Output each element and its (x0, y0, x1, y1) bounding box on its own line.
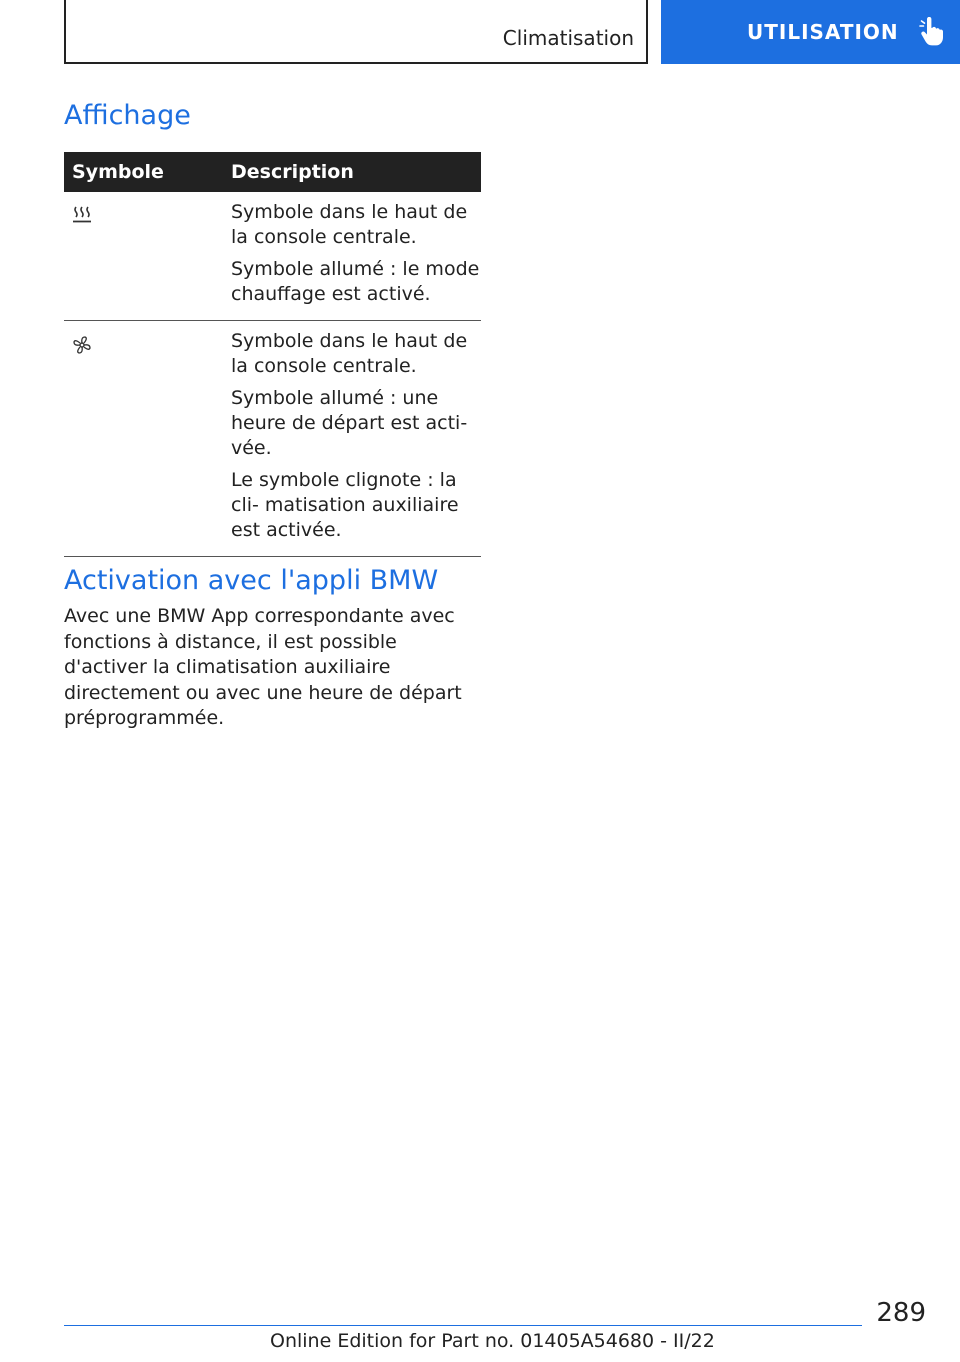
table-row (64, 321, 481, 557)
section-heading-activation: Activation avec l'appli BMW (64, 565, 439, 596)
header-section-tab (661, 0, 960, 64)
pointing-hand-icon (919, 17, 945, 47)
description-paragraph: Symbole dans le haut de la console centrale. (231, 330, 468, 377)
section-heading-affichage: Affichage (64, 100, 191, 131)
header-chapter-box (64, 0, 648, 64)
table-row (64, 192, 481, 321)
symbol-table (64, 152, 481, 557)
header-section-label: UTILISATION (747, 20, 899, 44)
row-description (223, 200, 481, 314)
fan-icon (72, 340, 92, 359)
column-header-description: Description (231, 161, 354, 183)
description-paragraph: Symbole allumé : le mode chauffage est activé. (231, 258, 480, 305)
row-description (223, 329, 481, 550)
activation-body-text: Avec une BMW App correspondante avec fonctions à distance, il est possible d'activer la climatisation auxiliaire directement ou avec une heure de départ préprogrammée. (64, 605, 462, 729)
footer-edition: Online Edition for Part no. 01405A54680 - II/22 (270, 1330, 715, 1352)
table-header (64, 152, 481, 192)
heating-waves-icon (72, 209, 92, 228)
header-chapter-title: Climatisation (502, 26, 634, 50)
page-number: 289 (876, 1298, 926, 1328)
description-paragraph: Symbole allumé : une heure de départ est acti‐ vée. (231, 387, 468, 459)
description-paragraph: Symbole dans le haut de la console centrale. (231, 201, 468, 248)
footer-divider (64, 1325, 862, 1326)
description-paragraph: Le symbole clignote : la cli‐ matisation auxiliaire est activée. (231, 469, 459, 541)
column-header-symbol: Symbole (72, 161, 164, 183)
